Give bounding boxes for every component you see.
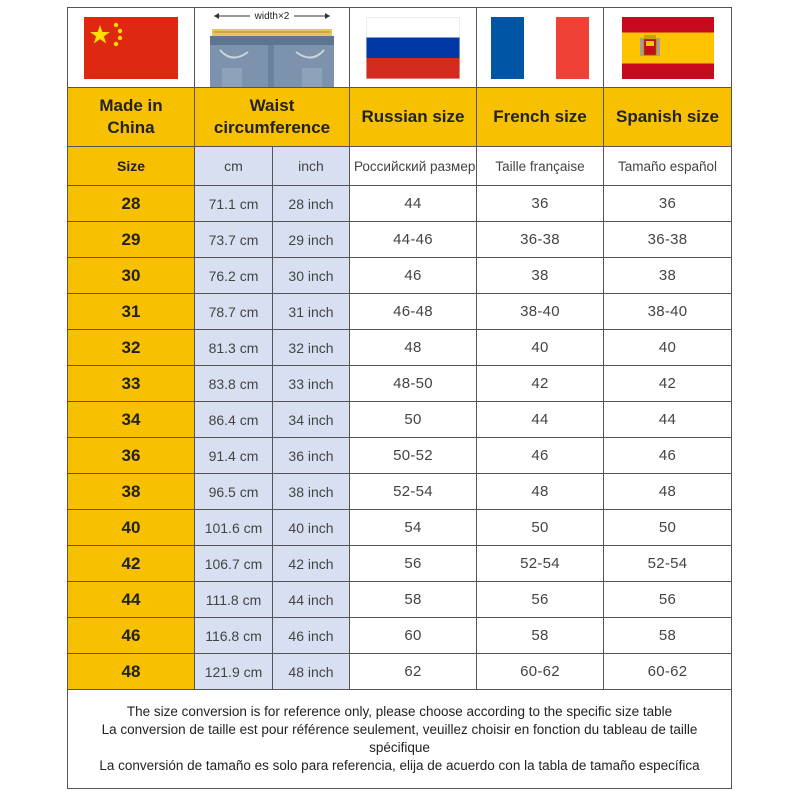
waist-inch-cell: 42 inch <box>273 546 350 582</box>
waist-cm-cell: 81.3 cm <box>195 330 273 366</box>
china-size-cell: 44 <box>68 582 195 618</box>
russian-size-cell: 46 <box>350 258 477 294</box>
waist-inch-cell: 48 inch <box>273 654 350 690</box>
china-size-cell: 42 <box>68 546 195 582</box>
note-english: The size conversion is for reference only, please choose according to the specific size table <box>126 704 673 719</box>
note-french: La conversion de taille est pour référence seulement, veuillez choisir en fonction du tableau de taille spécifique <box>101 722 698 755</box>
waist-inch-cell: 31 inch <box>273 294 350 330</box>
russian-size-cell: 48-50 <box>350 366 477 402</box>
china-flag-icon <box>84 17 178 79</box>
table-row <box>68 330 732 366</box>
jeans-image-cell <box>195 8 350 88</box>
french-size-cell: 50 <box>477 510 604 546</box>
spanish-size-cell: 42 <box>604 366 732 402</box>
french-size-cell: 44 <box>477 402 604 438</box>
french-size-cell: 46 <box>477 438 604 474</box>
waist-inch-cell: 46 inch <box>273 618 350 654</box>
russian-size-cell: 48 <box>350 330 477 366</box>
made-in-line2: China <box>107 118 155 137</box>
russian-size-cell: 50-52 <box>350 438 477 474</box>
inch-label: inch <box>273 147 350 186</box>
waist-inch-cell: 36 inch <box>273 438 350 474</box>
russian-size-cell: 62 <box>350 654 477 690</box>
size-chart-table <box>67 7 732 789</box>
spanish-size-cell: 56 <box>604 582 732 618</box>
disclaimer-notes <box>68 690 732 789</box>
subheader-row <box>68 147 732 186</box>
french-local-label: Taille française <box>477 147 604 186</box>
french-size-cell: 38-40 <box>477 294 604 330</box>
russian-size-cell: 60 <box>350 618 477 654</box>
spanish-size-cell: 36 <box>604 186 732 222</box>
french-size-cell: 56 <box>477 582 604 618</box>
waist-inch-cell: 34 inch <box>273 402 350 438</box>
waist-cm-cell: 86.4 cm <box>195 402 273 438</box>
spanish-size-cell: 58 <box>604 618 732 654</box>
french-size-cell: 36 <box>477 186 604 222</box>
china-size-cell: 29 <box>68 222 195 258</box>
waist-inch-cell: 40 inch <box>273 510 350 546</box>
china-size-cell: 36 <box>68 438 195 474</box>
russian-size-cell: 56 <box>350 546 477 582</box>
waist-inch-cell: 28 inch <box>273 186 350 222</box>
made-in-line1: Made in <box>99 96 163 115</box>
note-spanish: La conversión de tamaño es solo para referencia, elija de acuerdo con la tabla de tamaño específica <box>99 758 700 773</box>
china-size-cell: 28 <box>68 186 195 222</box>
waist-header <box>195 88 350 147</box>
waist-inch-cell: 30 inch <box>273 258 350 294</box>
spanish-size-cell: 52-54 <box>604 546 732 582</box>
russian-size-cell: 54 <box>350 510 477 546</box>
waist-inch-cell: 33 inch <box>273 366 350 402</box>
russian-size-cell: 50 <box>350 402 477 438</box>
table-row <box>68 402 732 438</box>
waist-cm-cell: 91.4 cm <box>195 438 273 474</box>
russia-flag-cell <box>350 8 477 88</box>
jeans-width-label: width×2 <box>254 11 290 22</box>
waist-inch-cell: 32 inch <box>273 330 350 366</box>
russian-size-cell: 44 <box>350 186 477 222</box>
france-flag-icon <box>491 17 589 79</box>
french-size-cell: 38 <box>477 258 604 294</box>
russian-size-cell: 46-48 <box>350 294 477 330</box>
made-in-china-header <box>68 88 195 147</box>
size-label: Size <box>68 147 195 186</box>
waist-cm-cell: 96.5 cm <box>195 474 273 510</box>
table-row <box>68 258 732 294</box>
waist-cm-cell: 78.7 cm <box>195 294 273 330</box>
waist-cm-cell: 71.1 cm <box>195 186 273 222</box>
russian-size-cell: 58 <box>350 582 477 618</box>
waist-cm-cell: 111.8 cm <box>195 582 273 618</box>
spanish-size-cell: 40 <box>604 330 732 366</box>
french-size-cell: 52-54 <box>477 546 604 582</box>
china-size-cell: 38 <box>68 474 195 510</box>
table-row <box>68 546 732 582</box>
spanish-size-cell: 60-62 <box>604 654 732 690</box>
table-row <box>68 186 732 222</box>
french-size-cell: 36-38 <box>477 222 604 258</box>
waist-line2: circumference <box>213 118 331 137</box>
china-size-cell: 33 <box>68 366 195 402</box>
cm-label: cm <box>195 147 273 186</box>
table-row <box>68 582 732 618</box>
table-row <box>68 474 732 510</box>
header-row <box>68 88 732 147</box>
waist-line1: Waist <box>249 96 295 115</box>
china-size-cell: 46 <box>68 618 195 654</box>
china-size-cell: 48 <box>68 654 195 690</box>
china-size-cell: 31 <box>68 294 195 330</box>
waist-inch-cell: 29 inch <box>273 222 350 258</box>
spanish-size-cell: 38 <box>604 258 732 294</box>
table-row <box>68 222 732 258</box>
flags-row <box>68 8 732 88</box>
spain-flag-cell <box>604 8 732 88</box>
table-row <box>68 294 732 330</box>
russian-size-cell: 52-54 <box>350 474 477 510</box>
waist-cm-cell: 73.7 cm <box>195 222 273 258</box>
waist-inch-cell: 44 inch <box>273 582 350 618</box>
china-size-cell: 32 <box>68 330 195 366</box>
russian-local-label: Российский размер <box>350 147 477 186</box>
spanish-size-cell: 44 <box>604 402 732 438</box>
french-size-cell: 48 <box>477 474 604 510</box>
waist-cm-cell: 101.6 cm <box>195 510 273 546</box>
table-row <box>68 366 732 402</box>
france-flag-cell <box>477 8 604 88</box>
spain-flag-icon <box>622 17 714 79</box>
china-size-cell: 34 <box>68 402 195 438</box>
french-size-cell: 40 <box>477 330 604 366</box>
spanish-size-cell: 50 <box>604 510 732 546</box>
china-size-cell: 30 <box>68 258 195 294</box>
table-row <box>68 618 732 654</box>
waist-cm-cell: 121.9 cm <box>195 654 273 690</box>
china-flag-cell <box>68 8 195 88</box>
jeans-waist-image <box>202 8 342 87</box>
waist-cm-cell: 116.8 cm <box>195 618 273 654</box>
spanish-size-cell: 36-38 <box>604 222 732 258</box>
spanish-size-header: Spanish size <box>604 88 732 147</box>
french-size-cell: 42 <box>477 366 604 402</box>
table-row <box>68 654 732 690</box>
spanish-size-cell: 38-40 <box>604 294 732 330</box>
waist-inch-cell: 38 inch <box>273 474 350 510</box>
spanish-size-cell: 48 <box>604 474 732 510</box>
waist-cm-cell: 106.7 cm <box>195 546 273 582</box>
china-size-cell: 40 <box>68 510 195 546</box>
waist-cm-cell: 83.8 cm <box>195 366 273 402</box>
russian-size-header: Russian size <box>350 88 477 147</box>
notes-row <box>68 690 732 789</box>
russian-size-cell: 44-46 <box>350 222 477 258</box>
spanish-size-cell: 46 <box>604 438 732 474</box>
russia-flag-icon <box>366 17 460 79</box>
french-size-header: French size <box>477 88 604 147</box>
spanish-local-label: Tamaño español <box>604 147 732 186</box>
waist-cm-cell: 76.2 cm <box>195 258 273 294</box>
table-row <box>68 438 732 474</box>
french-size-cell: 60-62 <box>477 654 604 690</box>
table-row <box>68 510 732 546</box>
french-size-cell: 58 <box>477 618 604 654</box>
